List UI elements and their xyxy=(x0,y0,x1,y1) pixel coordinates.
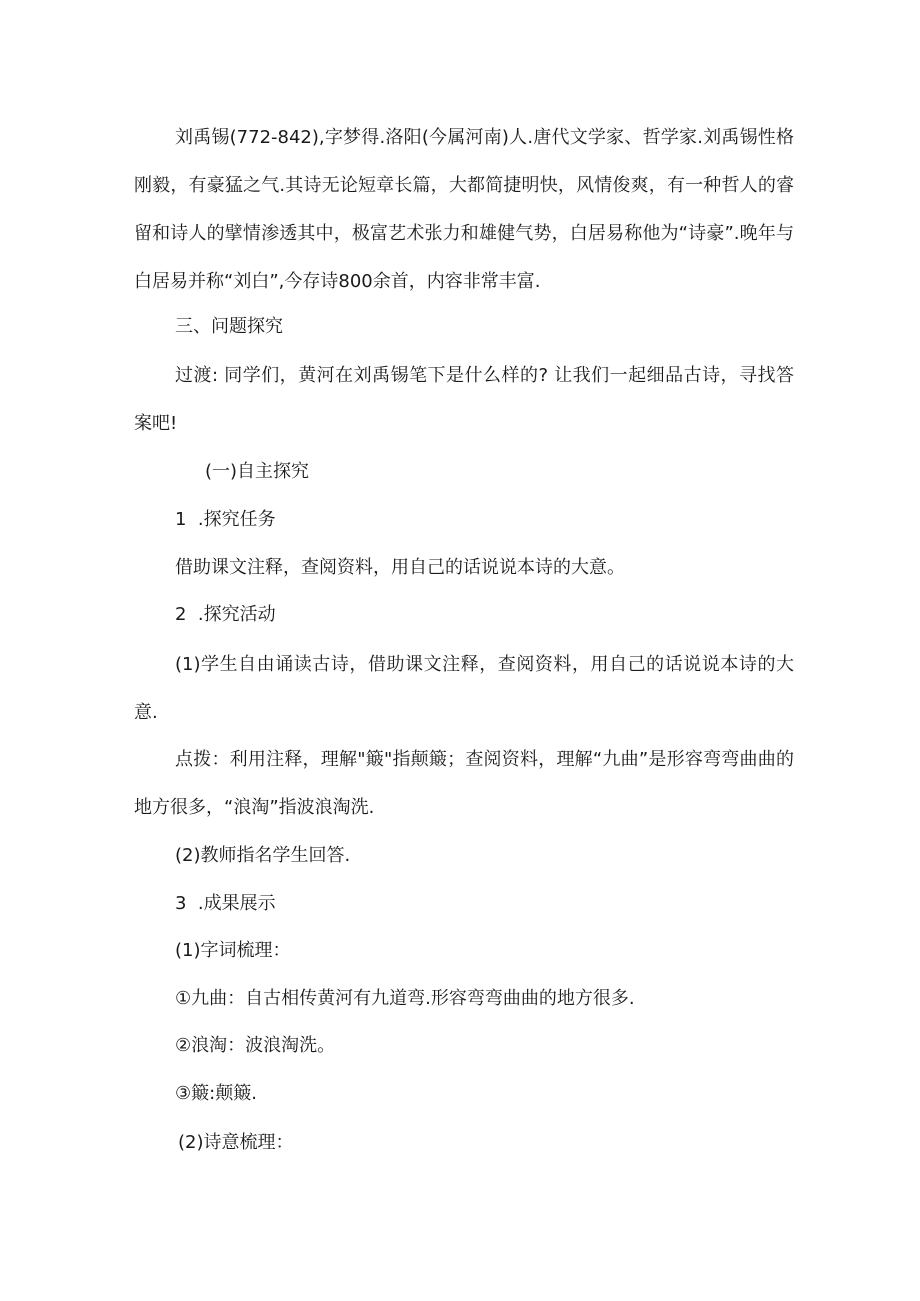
vocab-item-3: ③簸:颠簸. xyxy=(175,1083,257,1104)
activity2-line: (2)教师指名学生回答. xyxy=(175,845,351,866)
section-heading: 三、问题探究 xyxy=(175,316,283,337)
subsection-heading: (一)自主探究 xyxy=(205,461,310,482)
vocab-item-1: ①九曲：自古相传黄河有九道弯.形容弯弯曲曲的地方很多. xyxy=(175,988,635,1009)
intro-paragraph: 刘禹锡(772-842),字梦得.洛阳(今属河南)人.唐代文学家、哲学家.刘禹锡性格刚毅，有豪猛之气.其诗无论短章长篇，大都简捷明快，风情俊爽，有一种哲人的睿留和诗人的擘情渗透其中，极富艺术张力和雄健气势，白居易称他为“诗豪”.晚年与白居易并称“刘白”,今存诗800余首，内容非常丰富. xyxy=(134,127,794,292)
hint-paragraph: 点拨：利用注释，理解"簸"指颠簸；查阅资料，理解“九曲”是形容弯弯曲曲的地方很多，“浪淘”指波浪淘洗. xyxy=(134,749,794,818)
item2-heading: 2 .探究活动 xyxy=(175,604,276,625)
activity1-paragraph: (1)学生自由诵读古诗，借助课文注释，查阅资料，用自己的话说说本诗的大意. xyxy=(134,654,794,723)
meaning-heading: (2)诗意梳理： xyxy=(178,1132,294,1153)
vocab-heading: (1)字词梳理： xyxy=(175,940,291,961)
item1-heading: 1 .探究任务 xyxy=(175,509,276,530)
item1-body: 借助课文注释，查阅资料，用自己的话说说本诗的大意。 xyxy=(175,557,625,578)
vocab-item-2: ②浪淘：波浪淘洗。 xyxy=(175,1035,336,1056)
item3-heading: 3 .成果展示 xyxy=(175,893,276,914)
transition-paragraph: 过渡: 同学们，黄河在刘禹锡笔下是什么样的? 让我们一起细品古诗，寻找答案吧! xyxy=(134,365,794,434)
